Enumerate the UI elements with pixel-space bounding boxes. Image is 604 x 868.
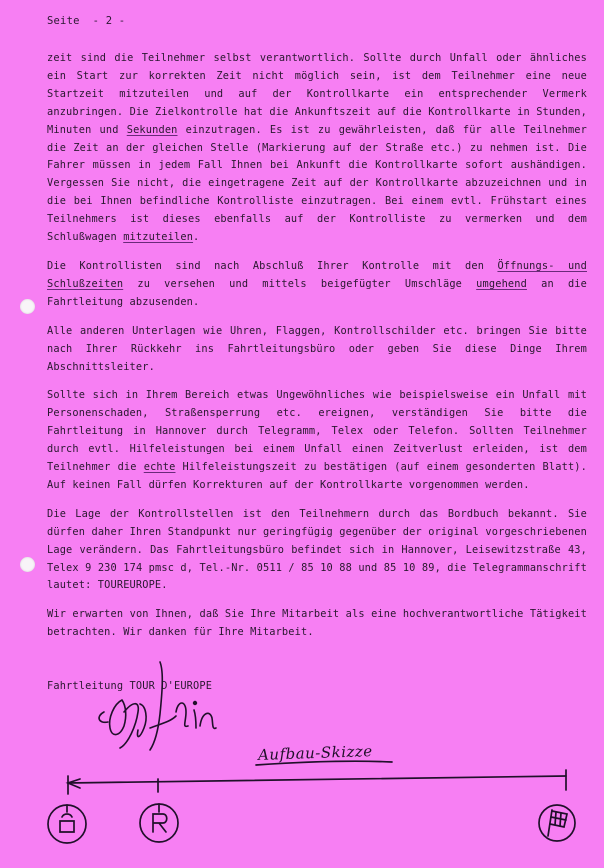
control-point-icon bbox=[140, 804, 178, 842]
paragraph-text: Hilfeleistungszeit zu bestätigen (auf einem gesonderten Blatt). Auf keinen Fall dürfen Korrekturen auf der Kontrollkarte vorgenommen werden. bbox=[47, 461, 587, 491]
paragraph-text: zu versehen und mittels beigefügter Umschläge bbox=[123, 277, 477, 290]
underlined-text: mitzuteilen bbox=[123, 231, 194, 244]
paragraph-text: Alle anderen Unterlagen wie Uhren, Flaggen, Kontrollschilder etc. bringen Sie bitte nach Ihrer Rückkehr ins Fahrtleitungsbüro oder geben Sie diese Dinge Ihrem Abschnittsleiter. bbox=[47, 324, 587, 373]
page-number-header: Seite - 2 - bbox=[47, 15, 126, 27]
underlined-text: Öffnungs- und Schlußzeiten bbox=[47, 259, 587, 290]
road-line bbox=[68, 776, 566, 783]
layout-sketch bbox=[48, 761, 575, 843]
paragraph-text: zeit sind die Teilnehmer selbst verantwortlich. Sollte durch Unfall oder ähnliches ein Start zur korrekten Zeit nicht möglich sein, ist dem Teilnehmer eine neue Startzeit mitzuteilen und auf der Kontrollkarte ein entsprechender Vermerk anzubringen. Die Zielkontrolle hat die Ankunftszeit auf die Kontrollkarte in Stunden, Minuten und bbox=[47, 52, 587, 136]
paragraph-text: Sollte sich in Ihrem Bereich etwas Ungewöhnliches wie beispielsweise ein Unfall mit Personenschaden, Straßensperrung etc. ereignen, verständigen Sie bitte die Fahrtleitung in Hannover durch Telegramm, Telex oder Telefon. Sollten Teilnehmer durch evtl. Hilfeleistungen bei einem Unfall einen Zeitverlust erleiden, ist dem Teilnehmer die bbox=[47, 389, 587, 474]
paragraph-text: Wir erwarten von Ihnen, daß Sie Ihre Mitarbeit als eine hochverantwortliche Tätigkeit betrachten. Wir danken für Ihre Mitarbeit. bbox=[47, 608, 587, 639]
paragraph-text: Die Kontrollisten sind nach Abschluß Ihrer Kontrolle mit den bbox=[47, 259, 498, 272]
paragraph-text: Die Lage der Kontrollstellen ist den Teilnehmern durch das Bordbuch bekannt. Sie dürfen daher Ihren Standpunkt nur geringfügig gegenüber der original vorgeschriebenen Lage verändern. Das Fahrtleitungsbüro befindet sich in Hannover, Leisewitzstraße 43, Telex 9 230 174 pmsc d, Tel.-Nr. 0511 / 85 10 88 und 85 10 89, die Telegrammanschrift lautet: TOUREUROPE. bbox=[47, 507, 587, 592]
signature-label: Fahrtleitung TOUR D'EUROPE bbox=[47, 680, 213, 692]
signature bbox=[99, 662, 216, 750]
paragraph-text: einzutragen. Es ist zu gewährleisten, daß für alle Teilnehmer die Zeit an der gleichen Stelle (Markierung auf der Straße etc.) zu nehmen ist. Die Fahrer müssen in jedem Fall Ihnen bei Ankunft die Kontrollkarte sofort aushändigen. Vergessen Sie nicht, die eingetragene Zeit auf der Kontrollkarte abzuzeichnen und in die bei Ihnen befindliche Kontrolliste einzutragen. Bei einem evtl. Frühstart eines Teilnehmers ist dieses ebenfalls auf der Kontrolliste zu vermerken und dem Schlußwagen bbox=[47, 123, 587, 244]
underlined-text: echte bbox=[143, 461, 176, 474]
underlined-text: Sekunden bbox=[126, 123, 178, 136]
sketch-title: Aufbau-Skizze bbox=[257, 742, 373, 764]
paragraph-text: . bbox=[193, 231, 200, 244]
time-control-icon bbox=[48, 805, 86, 843]
underlined-text: umgehend bbox=[476, 277, 527, 290]
paragraph-text: an die Fahrtleitung abzusenden. bbox=[47, 277, 587, 308]
finish-flag-icon bbox=[539, 805, 575, 841]
